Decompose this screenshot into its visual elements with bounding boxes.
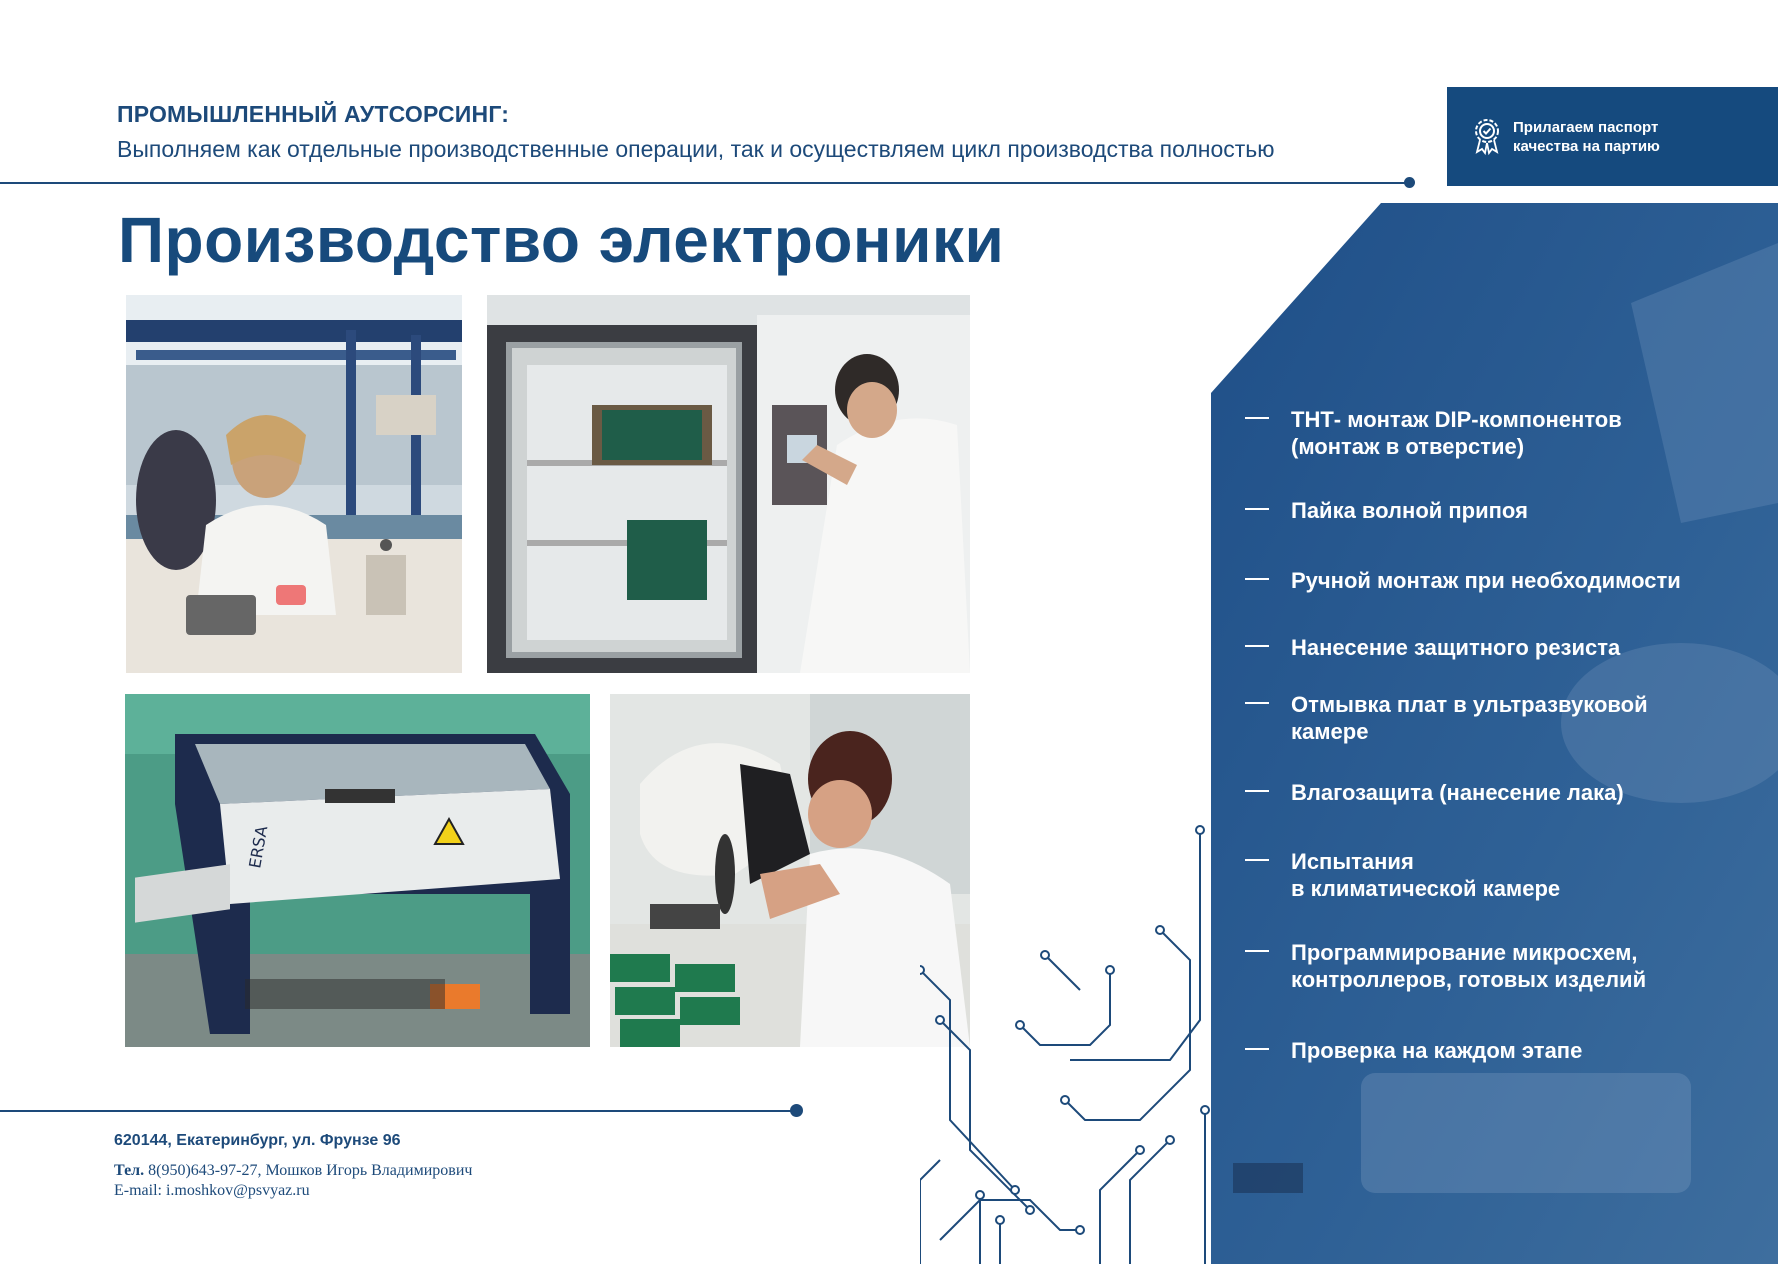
header-subtitle: Выполняем как отдельные производственные операции, так и осуществляем цикл производства полностью — [117, 136, 1275, 162]
service-text: Ручной монтаж при необходимости — [1291, 568, 1681, 593]
dash-icon — [1245, 508, 1269, 510]
service-text: Программирование микросхем, контроллеров, готовых изделий — [1291, 940, 1647, 992]
service-item — [1245, 1037, 1582, 1064]
service-text: Проверка на каждом этапе — [1291, 1038, 1583, 1063]
bottom-divider-dot — [790, 1104, 803, 1117]
contact-footer — [114, 1132, 472, 1200]
service-text: Нанесение защитного резиста — [1291, 635, 1621, 660]
service-text: ТНТ- монтаж DIP-компонентов (монтаж в отверстие) — [1291, 407, 1622, 459]
page-title: Производство электроники — [118, 204, 1005, 276]
header-title: ПРОМЫШЛЕННЫЙ АУТСОРСИНГ: — [117, 101, 510, 127]
address: 620144, Екатеринбург, ул. Фрунзе 96 — [114, 1132, 401, 1149]
service-item — [1245, 406, 1622, 460]
photo-microscope-inspection — [610, 694, 970, 1047]
services-list — [1245, 0, 1765, 1264]
dash-icon — [1245, 859, 1269, 861]
service-item — [1245, 691, 1648, 745]
service-text: Влагозащита (нанесение лака) — [1291, 780, 1624, 805]
dash-icon — [1245, 578, 1269, 580]
dash-icon — [1245, 645, 1269, 647]
dash-icon — [1245, 417, 1269, 419]
service-item — [1245, 567, 1681, 594]
service-item — [1245, 634, 1620, 661]
photo-ersa-machine — [125, 694, 590, 1047]
bottom-divider — [0, 1110, 796, 1112]
dash-icon — [1245, 1048, 1269, 1050]
service-text: Отмывка плат в ультразвуковой камере — [1291, 692, 1648, 744]
service-text: Пайка волной припоя — [1291, 498, 1528, 523]
top-divider — [0, 182, 1410, 184]
ersa-logo-text: ERSA — [245, 824, 272, 870]
photo-soldering-workstation — [126, 295, 462, 673]
email-line[interactable]: E-mail: i.moshkov@psvyaz.ru — [114, 1182, 310, 1199]
dash-icon — [1245, 702, 1269, 704]
photo-climate-chamber — [487, 295, 970, 673]
header — [117, 101, 1275, 163]
service-item — [1245, 497, 1528, 524]
service-item — [1245, 939, 1646, 993]
phone-line — [114, 1162, 472, 1180]
service-item — [1245, 779, 1624, 806]
dash-icon — [1245, 790, 1269, 792]
service-text: Испытания в климатической камере — [1291, 849, 1561, 901]
circuit-decoration — [920, 820, 1220, 1264]
phone-label: Тел. — [114, 1162, 145, 1179]
service-item — [1245, 848, 1560, 902]
badge-text: Прилагаем паспорт качества на партию — [1513, 118, 1660, 155]
phone-text: 8(950)643-97-27, Мошков Игорь Владимирович — [148, 1162, 473, 1179]
dash-icon — [1245, 950, 1269, 952]
